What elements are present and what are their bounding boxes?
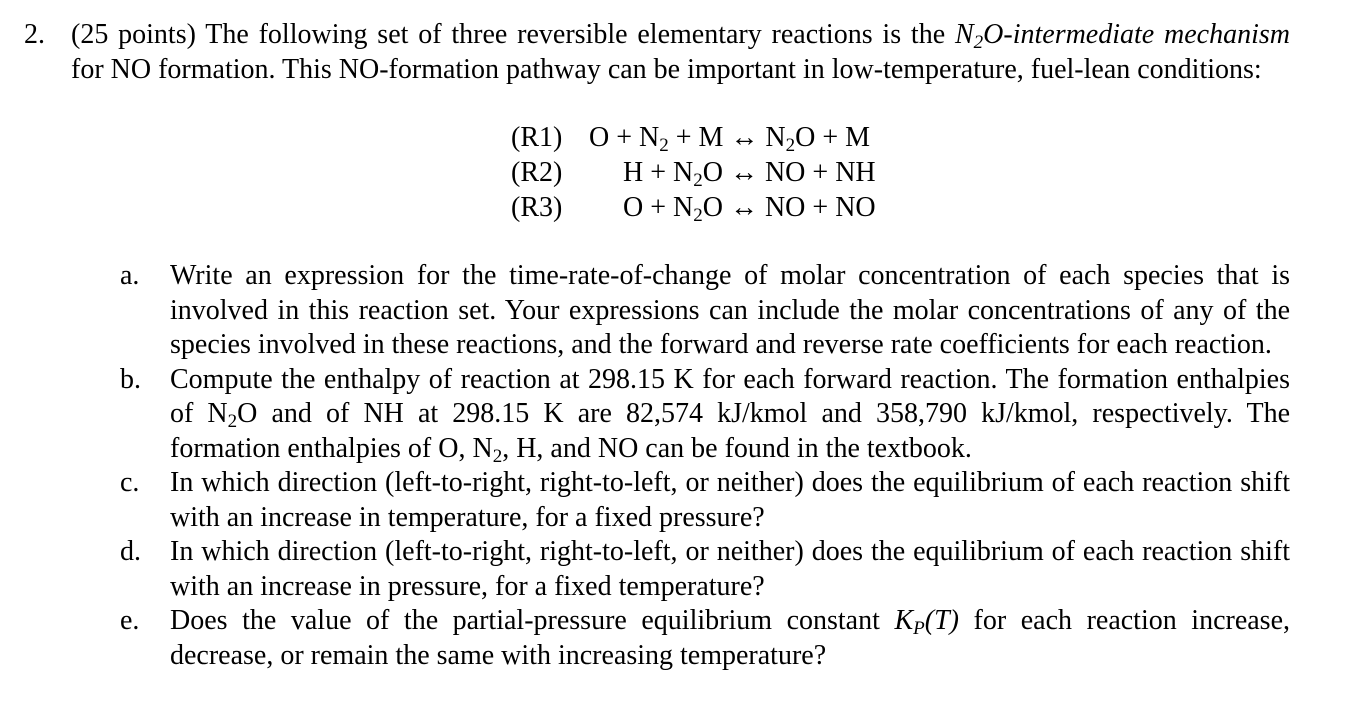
part-letter: c. — [120, 467, 140, 498]
part-letter: b. — [120, 363, 141, 395]
part-text: Compute the enthalpy of reaction at 298.15 K for each forward reaction. The formation enthalpies of $N_2O$ and of NH at 298.15 K are 82,574 kJ/kmol and 358,790 kJ/kmol, respectively. The formation enthalpies of O, $N_2$, H, and NO can be found in the textbook. — [170, 363, 1290, 467]
mechanism-name: $N_2O$-intermediate mechanism — [954, 19, 1291, 53]
reaction-equation: $O + N_2O$ ↔ NO + NO — [623, 192, 876, 226]
problem-intro: (25 points) The following set of three reversible elementary reactions is the $N_2O$-intermediate mechanism for NO formation. This NO-formation pathway can be important in low-temperature, fuel-lean conditions: — [71, 19, 1291, 85]
part-a — [120, 259, 1290, 363]
part-letter: a. — [120, 260, 140, 291]
problem-number: 2. — [24, 19, 45, 50]
reaction-equation: $O + N_2 + M$ ↔ $N_2O + M$ — [589, 122, 871, 156]
part-text: Write an expression for the time-rate-of-change of molar concentration of each species that is involved in this reaction set. Your expressions can include the molar concentrations of any of the species involved in these reactions, and the forward and reverse rate coefficients for each reaction. — [170, 260, 1290, 360]
part-text: In which direction (left-to-right, right-to-left, or neither) does the equilibrium of each reaction shift with an increase in temperature, for a fixed pressure? — [170, 467, 1290, 533]
question-parts — [120, 259, 1290, 673]
kp-symbol: $K_P(T)$ — [894, 605, 959, 639]
part-text: Does the value of the partial-pressure equilibrium constant $K_P(T)$ for each reaction increase, decrease, or remain the same with increasing temperature? — [170, 605, 1291, 671]
part-e — [120, 604, 1290, 673]
reaction-label: (R2) — [511, 157, 563, 188]
part-letter: d. — [120, 536, 141, 567]
points-label: (25 points) — [71, 19, 196, 50]
reaction-label: (R1) — [511, 122, 563, 153]
reaction-label: (R3) — [511, 192, 563, 223]
part-text: In which direction (left-to-right, right-to-left, or neither) does the equilibrium of each reaction shift with an increase in pressure, for a fixed temperature? — [170, 536, 1290, 602]
part-c — [120, 466, 1290, 535]
part-b — [120, 363, 1290, 467]
part-d — [120, 535, 1290, 604]
part-letter: e. — [120, 605, 140, 636]
problem-2 — [24, 18, 1290, 87]
reaction-equation: $H + N_2O$ ↔ NO + NH — [623, 157, 876, 191]
